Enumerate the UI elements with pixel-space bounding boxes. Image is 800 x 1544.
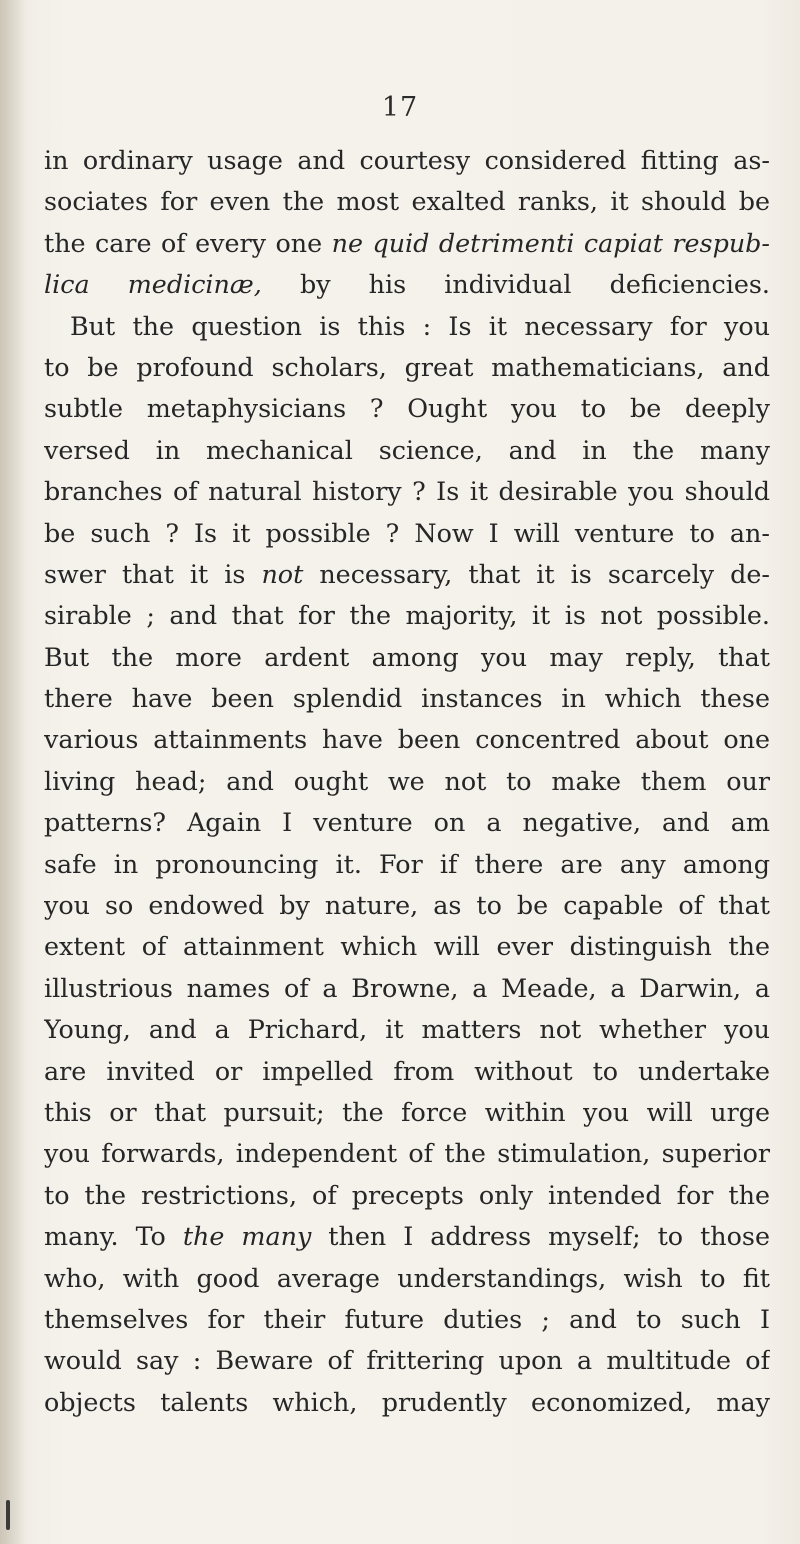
text-run: objects talents which, prudently economized, may bbox=[44, 1386, 770, 1417]
text-run: branches of natural history ? Is it desirable you should bbox=[44, 476, 770, 507]
page-number: 17 bbox=[381, 92, 419, 123]
text-line bbox=[44, 140, 770, 181]
text-line bbox=[44, 388, 770, 429]
text-line bbox=[44, 430, 770, 471]
text-line bbox=[44, 347, 770, 388]
text-line bbox=[44, 264, 770, 305]
text-line bbox=[44, 1382, 770, 1423]
text-run: in ordinary usage and courtesy considered fitting as- bbox=[44, 145, 770, 175]
text-run: themselves for their future duties ; and to such I bbox=[44, 1303, 770, 1334]
text-line bbox=[44, 1092, 770, 1133]
text-line bbox=[44, 595, 770, 636]
text-line bbox=[44, 223, 770, 264]
text-line bbox=[44, 678, 770, 719]
text-run: But the more ardent among you may reply, that bbox=[44, 641, 770, 672]
text-line bbox=[44, 1051, 770, 1092]
text-run: who, with good average understandings, wish to fit bbox=[44, 1262, 770, 1293]
text-line bbox=[44, 926, 770, 967]
text-line bbox=[44, 719, 770, 760]
text-run: sirable ; and that for the majority, it is not possible. bbox=[44, 600, 770, 631]
text-run: extent of attainment which will ever distinguish the bbox=[44, 931, 770, 962]
text-line bbox=[44, 1216, 770, 1257]
text-run: then I address myself; to those bbox=[311, 1221, 770, 1252]
text-run: living head; and ought we not to make them our bbox=[44, 765, 770, 796]
text-line bbox=[44, 1175, 770, 1216]
text-run: Young, and a Prichard, it matters not whether you bbox=[44, 1014, 770, 1045]
text-run: you forwards, independent of the stimulation, superior bbox=[44, 1138, 770, 1169]
text-line bbox=[44, 1299, 770, 1340]
text-run: you so endowed by nature, as to be capable of that bbox=[44, 890, 770, 921]
text-line bbox=[44, 1133, 770, 1174]
text-run: many. To bbox=[44, 1221, 183, 1252]
text-line bbox=[44, 471, 770, 512]
emphasis: not bbox=[261, 558, 304, 589]
emphasis: the many bbox=[182, 1221, 312, 1252]
text-run: the care of every one bbox=[44, 227, 332, 258]
text-run: various attainments have been concentred about one bbox=[44, 724, 770, 755]
text-run: subtle metaphysicians ? Ought you to be deeply bbox=[44, 393, 770, 424]
binding-gutter-shadow bbox=[0, 0, 26, 1544]
text-run: there have been splendid instances in which these bbox=[44, 683, 770, 714]
text-run: be such ? Is it possible ? Now I will venture to an- bbox=[44, 517, 770, 548]
text-line bbox=[44, 1009, 770, 1050]
text-line bbox=[44, 761, 770, 802]
text-run: this or that pursuit; the force within you will urge bbox=[44, 1096, 770, 1127]
text-run: would say : Beware of frittering upon a multitude of bbox=[44, 1345, 770, 1376]
paragraph-start-line bbox=[44, 306, 770, 347]
text-line bbox=[44, 637, 770, 678]
text-run: swer that it is bbox=[44, 558, 262, 589]
text-line bbox=[44, 181, 770, 222]
text-run: illustrious names of a Browne, a Meade, a Darwin, a bbox=[44, 972, 770, 1003]
text-line bbox=[44, 1340, 770, 1381]
text-line bbox=[44, 1258, 770, 1299]
text-line bbox=[44, 554, 770, 595]
text-line bbox=[44, 513, 770, 554]
text-line bbox=[44, 885, 770, 926]
text-run: are invited or impelled from without to undertake bbox=[44, 1055, 770, 1086]
text-line bbox=[44, 968, 770, 1009]
page-edge-mark bbox=[6, 1500, 10, 1530]
body-text bbox=[44, 140, 770, 1423]
text-run: sociates for even the most exalted ranks, it should be bbox=[44, 186, 770, 217]
text-run: But the question is this : Is it necessary for you bbox=[70, 310, 770, 341]
latin-phrase: ne quid detrimenti capiat respub- bbox=[331, 227, 770, 258]
text-run: patterns? Again I venture on a negative, and am bbox=[44, 807, 770, 838]
text-line bbox=[44, 802, 770, 843]
text-run: necessary, that it is scarcely de- bbox=[303, 558, 770, 589]
text-run: safe in pronouncing it. For if there are any among bbox=[44, 848, 770, 879]
text-run: by his individual deficiencies. bbox=[261, 269, 770, 300]
latin-phrase: lica medicinæ, bbox=[44, 269, 262, 300]
text-run: versed in mechanical science, and in the many bbox=[44, 434, 770, 465]
text-run: to the restrictions, of precepts only intended for the bbox=[44, 1179, 770, 1210]
text-run: to be profound scholars, great mathematicians, and bbox=[44, 351, 770, 382]
text-line bbox=[44, 844, 770, 885]
